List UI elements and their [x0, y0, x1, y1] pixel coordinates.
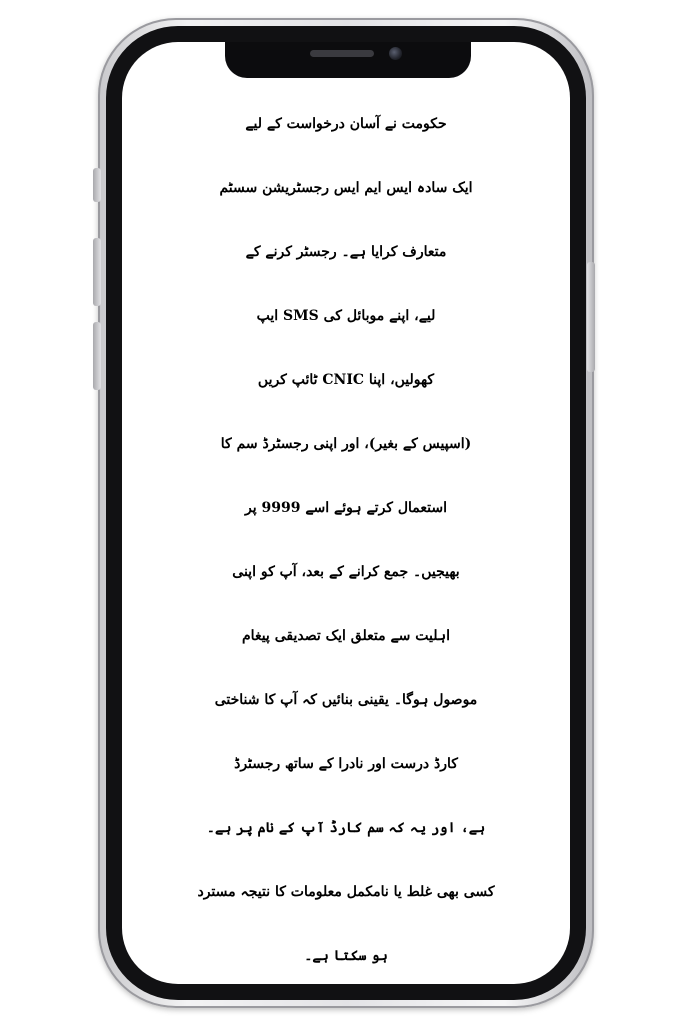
text-line: (اسپیس کے بغیر)، اور اپنی رجسٹرڈ سم کا	[220, 436, 472, 452]
mute-switch	[93, 168, 101, 202]
text-line: ایک سادہ ایس ایم ایس رجسٹریشن سسٹم	[219, 180, 473, 196]
text-line: کھولیں، اپنا CNIC ٹائپ کریں	[257, 372, 435, 388]
phone-notch	[225, 42, 471, 78]
article-text	[130, 92, 562, 988]
front-camera-icon	[389, 47, 402, 60]
text-line: حکومت نے آسان درخواست کے لیے	[245, 116, 447, 132]
text-line: موصول ہوگا۔ یقینی بنائیں کہ آپ کا شناختی	[214, 692, 478, 708]
text-line: کارڈ درست اور نادرا کے ساتھ رجسٹرڈ	[234, 756, 458, 772]
text-line: بھیجیں۔ جمع کرانے کے بعد، آپ کو اپنی	[232, 564, 460, 580]
volume-up-button	[93, 238, 101, 306]
text-line: ہے، اور یہ کہ سم کارڈ آپ کے نام پر ہے۔	[206, 820, 486, 836]
text-line: ہو سکتا ہے۔	[304, 948, 388, 964]
text-line: متعارف کرایا ہے۔ رجسٹر کرنے کے	[245, 244, 447, 260]
volume-down-button	[93, 322, 101, 390]
text-line: کسی بھی غلط یا نامکمل معلومات کا نتیجہ مسترد	[197, 884, 495, 900]
power-button	[587, 262, 595, 372]
text-line: لیے، اپنے موبائل کی SMS ایپ	[256, 308, 436, 324]
text-line: استعمال کرتے ہوئے اسے 9999 پر	[245, 500, 447, 516]
text-line: اہلیت سے متعلق ایک تصدیقی پیغام	[242, 628, 450, 644]
speaker-grille	[310, 50, 374, 57]
